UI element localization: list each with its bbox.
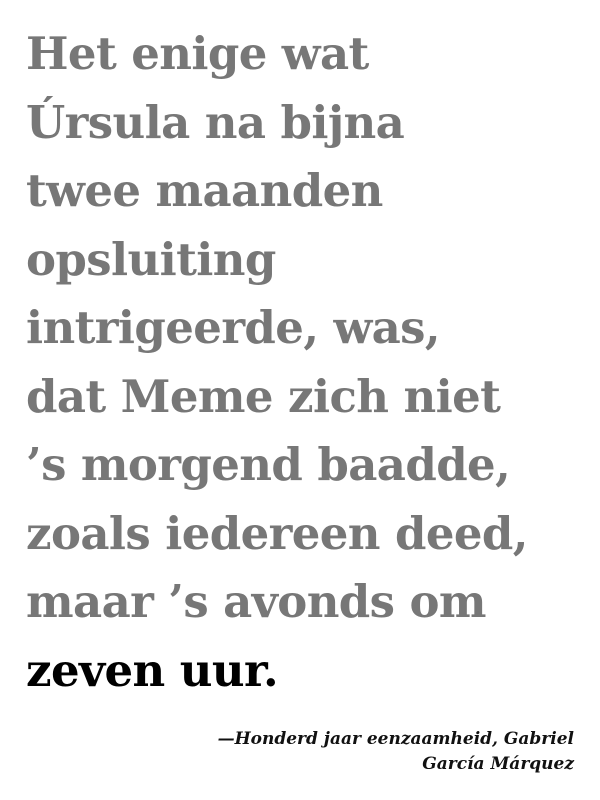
attribution-author-line: García Márquez [422, 754, 574, 774]
quote-line: Het enige wat [26, 27, 369, 80]
quote-line: opsluiting [26, 232, 276, 286]
quote-block [26, 20, 596, 705]
quote-line-emphasis: zeven uur. [26, 643, 279, 697]
quote-line: dat Meme zich niet [26, 369, 501, 423]
attribution-title-line: —Honderd jaar eenzaamheid, Gabriel [217, 729, 574, 749]
quote-line: intrigeerde, was, [26, 301, 440, 354]
quote-line: zoals iedereen deed, [26, 506, 528, 560]
quote-line: twee maanden [26, 164, 383, 217]
quote-line: maar ’s avonds om [26, 575, 486, 628]
quote-line: ’s morgend baadde, [26, 438, 511, 491]
attribution [94, 727, 574, 777]
quote-line: Úrsula na bijna [26, 95, 405, 149]
